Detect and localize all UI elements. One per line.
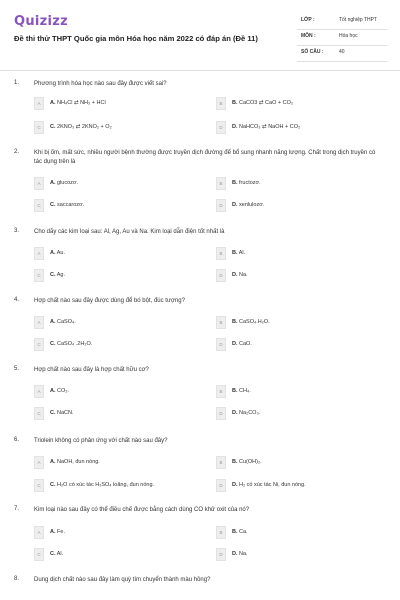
option-letter-box: B: [216, 385, 226, 398]
option-a[interactable]: [34, 316, 214, 329]
option-text: A. NaOH, đun nóng.: [50, 459, 100, 465]
option-c[interactable]: [34, 199, 214, 212]
option-text: A. glucozơ.: [50, 180, 79, 186]
option-d[interactable]: [216, 199, 396, 212]
option-text: D. xenlulozơ.: [232, 202, 265, 208]
option-text: D. NaHCO₃ ⇄ NaOH + CO₂: [232, 124, 301, 130]
option-letter-box: A: [34, 316, 44, 329]
option-letter-box: A: [34, 247, 44, 260]
option-letter-box: B: [216, 526, 226, 539]
option-c[interactable]: [34, 407, 214, 420]
option-text: A. CO₂.: [50, 388, 69, 394]
option-text: C. Ag.: [50, 272, 65, 278]
meta-row-subject: [297, 30, 387, 46]
option-text: C. H₂O có xúc tác H₂SO₄ loãng, đun nóng.: [50, 482, 155, 488]
option-letter-box: A: [34, 177, 44, 190]
option-text: B. Al.: [232, 250, 246, 256]
option-letter-box: C: [34, 199, 44, 212]
question-text: Triolein không có phản ứng với chất nào sau đây?: [34, 438, 168, 444]
question-text: Cho dãy các kim loại sau: Al, Ag, Au và Na. Kim loại dẫn điện tốt nhất là: [34, 229, 225, 235]
option-c[interactable]: [34, 548, 214, 561]
meta-key: LỚP :: [301, 17, 315, 23]
option-letter-box: D: [216, 121, 226, 134]
option-letter-box: A: [34, 97, 44, 110]
meta-key: SỐ CÂU :: [301, 49, 324, 55]
question-text: Khi bị ốm, mất sức, nhiều người bệnh thường được truyền dịch đường để bổ sung nhanh năng lượng. Chất trong dịch truyền có tác dụng trên là: [34, 150, 376, 165]
option-letter-box: C: [34, 548, 44, 561]
option-b[interactable]: [216, 247, 396, 260]
meta-table: [297, 14, 387, 62]
option-text: B. Cu(OH)₂.: [232, 459, 262, 465]
option-text: A. NH₄Cl ⇄ NH₃ + HCl: [50, 100, 106, 106]
option-text: A. CaSO₄.: [50, 319, 76, 325]
question-number: 8.: [14, 576, 20, 582]
option-text: C. 2KNO₃ ⇄ 2KNO₂ + O₂: [50, 124, 112, 130]
option-letter-box: D: [216, 199, 226, 212]
option-letter-box: D: [216, 548, 226, 561]
option-d[interactable]: [216, 269, 396, 282]
option-text: B. CH₄.: [232, 388, 251, 394]
option-text: C. NaCN.: [50, 410, 74, 416]
option-text: D. H₂ có xúc tác Ni, đun nóng.: [232, 482, 306, 488]
option-a[interactable]: [34, 97, 214, 110]
option-c[interactable]: [34, 338, 214, 351]
option-a[interactable]: [34, 247, 214, 260]
option-b[interactable]: [216, 97, 396, 110]
question-text: Dung dịch chất nào sau đây làm quỳ tím chuyển thành màu hồng?: [34, 577, 211, 583]
option-text: D. CaO.: [232, 341, 252, 347]
option-a[interactable]: [34, 526, 214, 539]
option-letter-box: B: [216, 247, 226, 260]
meta-row-class: [297, 14, 387, 30]
option-text: B. CaSO₄.H₂O.: [232, 319, 270, 325]
meta-row-count: [297, 46, 387, 62]
header-divider: [0, 70, 400, 71]
option-letter-box: B: [216, 97, 226, 110]
question-text: Hợp chất nào sau đây là hợp chất hữu cơ?: [34, 367, 149, 373]
option-letter-box: A: [34, 526, 44, 539]
option-text: A. Fe.: [50, 529, 65, 535]
meta-value: Tốt nghiệp THPT: [339, 17, 377, 23]
option-a[interactable]: [34, 177, 214, 190]
option-b[interactable]: [216, 456, 396, 469]
option-letter-box: C: [34, 479, 44, 492]
option-b[interactable]: [216, 177, 396, 190]
option-d[interactable]: [216, 407, 396, 420]
option-b[interactable]: [216, 316, 396, 329]
option-b[interactable]: [216, 526, 396, 539]
option-text: C. Al.: [50, 551, 64, 557]
option-letter-box: B: [216, 456, 226, 469]
question-number: 2.: [14, 149, 20, 155]
option-c[interactable]: [34, 269, 214, 282]
option-text: C. saccarozơ.: [50, 202, 85, 208]
option-c[interactable]: [34, 479, 214, 492]
option-letter-box: C: [34, 269, 44, 282]
option-b[interactable]: [216, 385, 396, 398]
option-letter-box: C: [34, 121, 44, 134]
document-title: Đề thi thử THPT Quốc gia môn Hóa học năm 2022 có đáp án (Đề 11): [14, 34, 258, 43]
option-text: B. Ca.: [232, 529, 248, 535]
option-a[interactable]: [34, 456, 214, 469]
option-text: B. CaCO3 ⇄ CaO + CO₂: [232, 100, 293, 106]
option-text: A. Au.: [50, 250, 65, 256]
option-d[interactable]: [216, 121, 396, 134]
option-d[interactable]: [216, 479, 396, 492]
option-letter-box: D: [216, 269, 226, 282]
meta-value: 40: [339, 49, 345, 55]
option-text: C. CaSO₄ .2H₂O.: [50, 341, 93, 347]
question-number: 3.: [14, 228, 20, 234]
option-d[interactable]: [216, 548, 396, 561]
option-text: D. Na₂CO₃.: [232, 410, 261, 416]
option-text: D. Na.: [232, 551, 248, 557]
quizizz-logo: Quizizz: [14, 14, 69, 29]
option-letter-box: D: [216, 479, 226, 492]
question-number: 1.: [14, 80, 20, 86]
option-letter-box: C: [34, 338, 44, 351]
question-number: 7.: [14, 506, 20, 512]
option-text: B. fructozơ.: [232, 180, 261, 186]
option-d[interactable]: [216, 338, 396, 351]
option-letter-box: C: [34, 407, 44, 420]
meta-value: Hóa học: [339, 33, 358, 39]
option-letter-box: B: [216, 177, 226, 190]
question-text: Phương trình hóa học nào sau đây được viết sai?: [34, 81, 167, 87]
question-number: 5.: [14, 366, 20, 372]
option-letter-box: A: [34, 385, 44, 398]
question-text: Kim loại nào sau đây có thể điều chế được bằng cách dùng CO khử oxit của nó?: [34, 507, 250, 513]
option-letter-box: D: [216, 338, 226, 351]
meta-key: MÔN :: [301, 33, 316, 39]
option-text: D. Na.: [232, 272, 248, 278]
worksheet-header: [0, 0, 400, 74]
option-letter-box: D: [216, 407, 226, 420]
option-letter-box: A: [34, 456, 44, 469]
option-a[interactable]: [34, 385, 214, 398]
question-number: 4.: [14, 297, 20, 303]
option-c[interactable]: [34, 121, 214, 134]
question-number: 6.: [14, 437, 20, 443]
option-letter-box: B: [216, 316, 226, 329]
question-text: Hợp chất nào sau đây được dùng để bó bột, đúc tượng?: [34, 298, 185, 304]
